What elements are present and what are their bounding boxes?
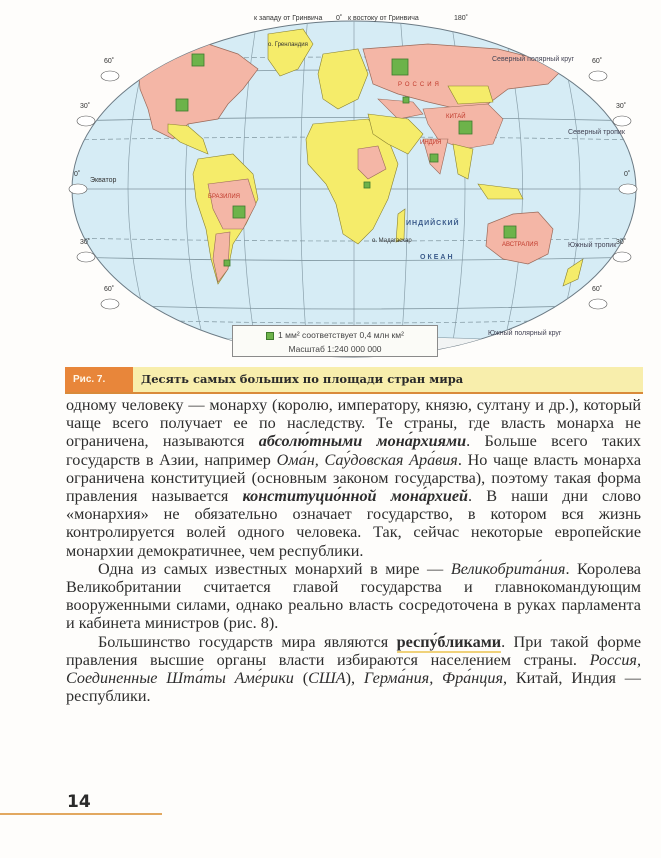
arctic-circle-label: Северный полярный круг xyxy=(492,56,575,63)
west-of-greenwich-label: к западу от Гринвича xyxy=(254,15,323,22)
paragraph-republics xyxy=(66,633,641,706)
lat-left-30n: 30˚ xyxy=(80,103,91,110)
page-number-rule xyxy=(0,813,162,815)
lat-right-30n: 30˚ xyxy=(616,103,627,110)
body-text xyxy=(66,396,641,705)
text-run: ( xyxy=(293,669,309,688)
text-run: . Но чаще власть монарха ограничена конституцией (основным законом государства), поэтому такая форма правления называется xyxy=(66,450,642,506)
indian-ocean-label-2: ОКЕАН xyxy=(420,254,455,261)
lat-left-60n: 60˚ xyxy=(104,58,115,65)
text-run: . Больше всего таких государств в Азии, например xyxy=(66,432,641,469)
example-countries-absolute: Ома́н, Сау́довская Ара́вия xyxy=(276,450,458,469)
text-run: Большинство государств мира являются xyxy=(98,632,397,651)
example-republics-2: Герма́ния, Фра́нция xyxy=(363,669,503,688)
prime-meridian-label: 0˚ xyxy=(336,15,343,22)
figure-number: Рис. 7. xyxy=(65,367,133,392)
meridian-180-label: 180˚ xyxy=(454,15,469,22)
equator-label: Экватор xyxy=(90,177,117,184)
indian-ocean-label-1: ИНДИЙСКИЙ xyxy=(406,220,460,227)
lat-right-60s: 60˚ xyxy=(592,286,603,293)
paragraph-great-britain xyxy=(66,560,641,633)
term-republics: респу́бликами xyxy=(396,632,502,651)
text-run: . При такой форме правления высшие органы власти избираются населением страны. xyxy=(66,632,642,669)
usa-abbrev: США xyxy=(308,669,346,688)
australia-label: АВСТРАЛИЯ xyxy=(502,242,538,248)
lat-left-60s: 60˚ xyxy=(104,286,115,293)
world-map-figure xyxy=(68,14,640,359)
legend-scale: Масштаб 1:240 000 000 xyxy=(288,344,382,354)
text-run: , Китай, Индия — республики. xyxy=(66,669,641,706)
lat-left-30s: 30˚ xyxy=(80,239,91,246)
lat-right-30s: 30˚ xyxy=(616,239,627,246)
greenland-label: о. Гренландия xyxy=(268,42,308,48)
text-run: одному человеку — монарху (королю, императору, князю, султану и др.), который чаще всего получает ее по наследству. Те страны, где власть монарха не ограничена, называются xyxy=(66,396,641,451)
figure-title: Десять самых больших по площади стран мира xyxy=(141,372,464,386)
text-run: ), xyxy=(345,669,364,688)
china-label: КИТАЙ xyxy=(446,114,466,120)
legend-area-text: 1 мм² соответствует 0,4 млн км² xyxy=(278,330,404,340)
north-tropic-label: Северный тропик xyxy=(568,129,625,136)
brazil-label: БРАЗИЛИЯ xyxy=(208,194,240,200)
lat-right-0: 0˚ xyxy=(624,171,631,178)
text-run: Одна из самых известных монархий в мире — xyxy=(98,559,451,578)
text-run: . В наши дни слово «монархия» не обязательно означает государство, в котором вся жизнь контролируется волей одного человека. Так, сейчас некоторые европейские монархии демократичнее, чем республики. xyxy=(66,487,641,560)
map-legend xyxy=(232,325,438,357)
madagascar-label: о. Мадагаскар xyxy=(372,238,412,244)
antarctic-circle-label: Южный полярный круг xyxy=(488,330,562,337)
green-square-icon xyxy=(266,332,274,340)
figure-caption xyxy=(65,367,643,394)
east-of-greenwich-label: к востоку от Гринвича xyxy=(348,15,419,22)
legend-area-note xyxy=(233,328,437,342)
russia-label: РОССИЯ xyxy=(398,82,442,88)
india-label: ИНДИЯ xyxy=(420,140,442,146)
lat-left-0: 0˚ xyxy=(74,171,81,178)
south-tropic-label: Южный тропик xyxy=(568,242,617,249)
lat-right-60n: 60˚ xyxy=(592,58,603,65)
world-map-svg xyxy=(68,14,640,359)
example-republics-1: Россия, Соединенные Шта́ты Аме́рики xyxy=(66,650,641,688)
paragraph-monarchy xyxy=(66,396,641,560)
term-constitutional-monarchy: конституцио́нной мона́рхией xyxy=(242,487,469,506)
term-great-britain: Великобрита́ния xyxy=(450,559,566,578)
page-number: 14 xyxy=(67,792,91,812)
term-absolute-monarchy: абсолю́тными мона́рхиями xyxy=(258,432,467,451)
text-run: . Королева Великобритании считается главой государства и главнокомандующим вооруженными силами, однако реально власть сосредоточена в руках парламента и кабинета министров (рис. 8). xyxy=(66,559,641,633)
